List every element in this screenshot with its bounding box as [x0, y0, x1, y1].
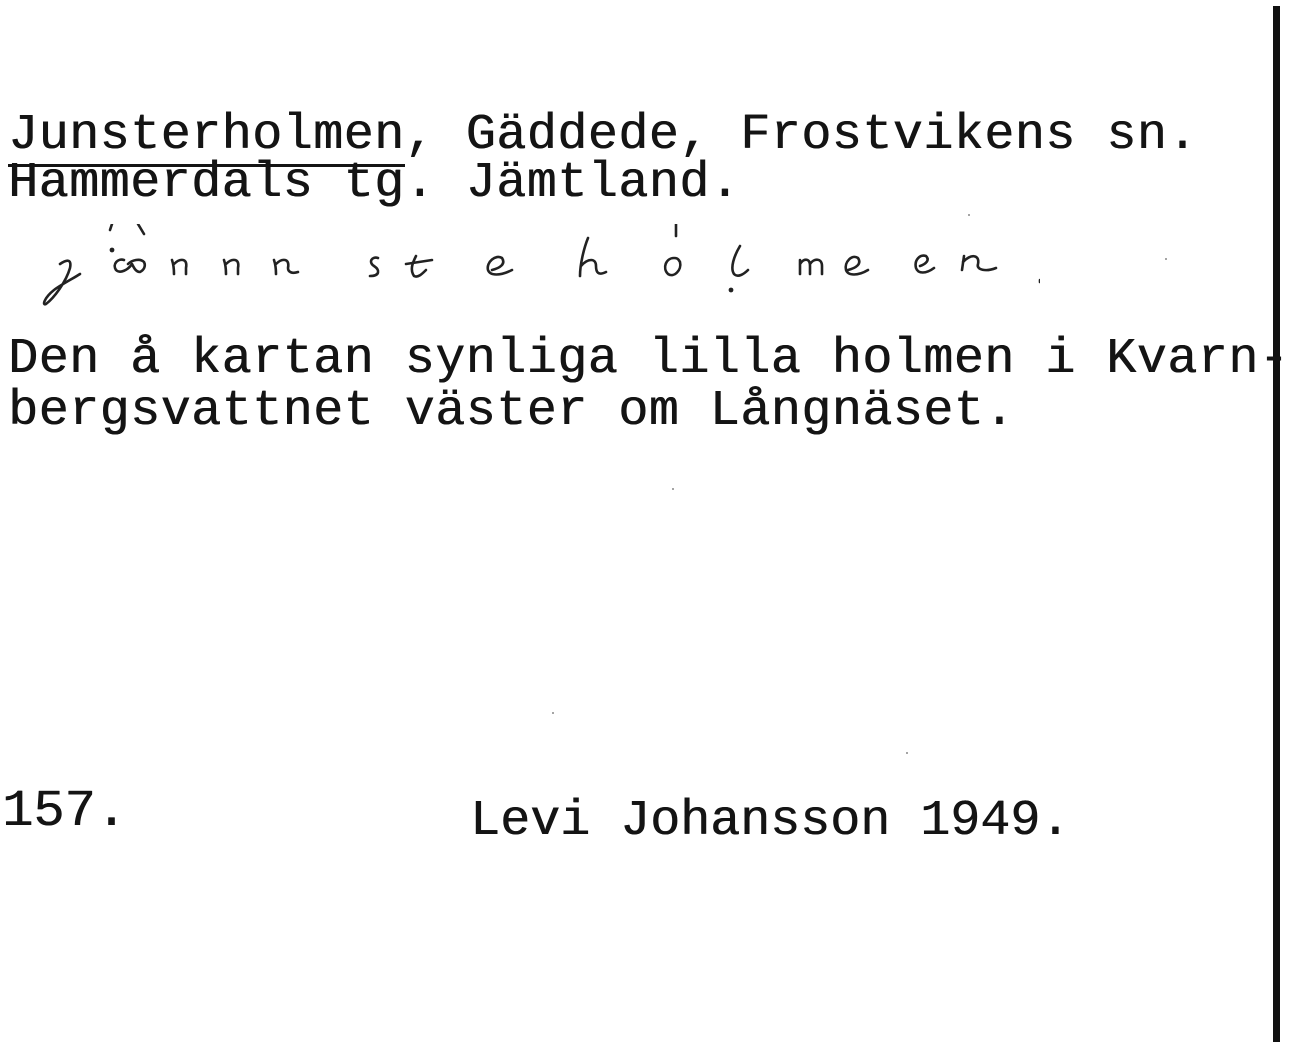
author-and-year: Levi Johansson 1949.: [470, 793, 1071, 850]
card-number: 157.: [2, 782, 127, 841]
paper-speck: [672, 488, 674, 490]
place-name: Junsterholmen: [8, 107, 405, 167]
paper-speck: [968, 214, 970, 216]
card-edge-line: [1273, 6, 1280, 1042]
place-location: , Gäddede, Frostvikens sn.: [404, 107, 1198, 164]
paper-speck: [552, 712, 554, 714]
description-line-2: bergsvattnet väster om Långnäset.: [8, 383, 1015, 440]
paper-speck: [906, 752, 908, 754]
paper-speck: [1165, 258, 1167, 260]
handwritten-pronunciation-drawing: [40, 224, 1040, 314]
description-line-1: Den å kartan synliga lilla holmen i Kvarn-: [8, 331, 1290, 388]
district-line: Hammerdals tg. Jämtland.: [8, 155, 741, 212]
handwritten-pronunciation: [40, 224, 1040, 314]
